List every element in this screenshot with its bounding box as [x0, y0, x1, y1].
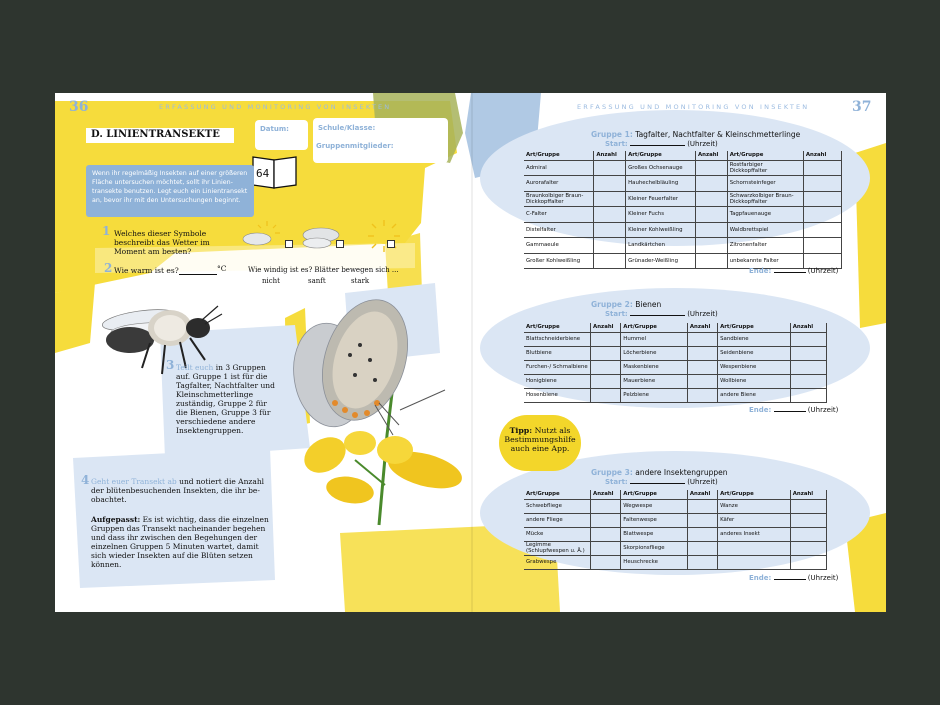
group-3-ende[interactable] [749, 574, 838, 582]
count-cell[interactable] [687, 513, 717, 527]
count-cell[interactable] [594, 191, 626, 207]
count-cell[interactable] [790, 332, 826, 346]
group-3-name: Gruppe 3: [591, 468, 633, 477]
species-name-cell: Blutbiene [524, 346, 591, 360]
species-name-cell: Grünader-Weißling [626, 253, 696, 269]
table-row [524, 555, 827, 569]
count-cell[interactable] [803, 238, 841, 254]
table-row [524, 541, 827, 555]
table-row [524, 374, 827, 388]
gruppen-label: Gruppenmitglieder: [316, 142, 394, 150]
count-cell[interactable] [591, 499, 621, 513]
column-header-art: Art/Gruppe [621, 490, 688, 499]
table-row [524, 346, 827, 360]
species-name-cell: Pelzbiene [621, 388, 688, 402]
column-header-anzahl: Anzahl [687, 490, 717, 499]
species-name-cell: Honigbiene [524, 374, 591, 388]
column-header-anzahl: Anzahl [790, 323, 826, 332]
species-name-cell: Furchen-/ Schmalbiene [524, 360, 591, 374]
count-cell[interactable] [790, 346, 826, 360]
count-cell[interactable] [591, 332, 621, 346]
question-4-number: 4 [81, 473, 90, 487]
species-name-cell: Braunkolbiger Braun-Dickkopffalter [524, 191, 594, 207]
book-page-ref: 64 [256, 167, 270, 180]
species-name-cell: Hauhechelbläuling [626, 176, 696, 192]
species-name-cell: unbekannte Falter [727, 253, 803, 269]
column-header-art: Art/Gruppe [718, 490, 791, 499]
group-3-start-unit: (Uhrzeit) [687, 478, 718, 486]
sun-icon [367, 219, 401, 253]
datum-label: Datum: [260, 125, 289, 133]
count-cell[interactable] [591, 555, 621, 569]
table-row [524, 513, 827, 527]
page-number-right: 37 [852, 99, 872, 115]
species-name-cell: Mauerbiene [621, 374, 688, 388]
count-cell[interactable] [687, 541, 717, 555]
group-1-name: Gruppe 1: [591, 130, 633, 139]
count-cell[interactable] [695, 238, 727, 254]
species-name-cell: Zitronenfalter [727, 238, 803, 254]
count-cell[interactable] [687, 499, 717, 513]
group-3-start[interactable] [605, 478, 718, 486]
weather-check-2[interactable] [336, 240, 344, 248]
group-3-desc: andere Insektengruppen [632, 468, 728, 477]
species-name-cell: Großer Kohlweißling [524, 253, 594, 269]
book-spread [55, 93, 886, 612]
species-name-cell: Schwebfliege [524, 499, 591, 513]
count-cell[interactable] [695, 191, 727, 207]
species-name-cell [718, 541, 791, 555]
question-3-body: in 3 Gruppen auf. Gruppe 1 ist für die Tagfalter, Nachtfalter und Kleinschmetterlinge zuständig, Gruppe 2 für die Bienen, Gruppe 3 für verschiedene andere Insektengruppen. [176, 363, 275, 435]
count-cell[interactable] [591, 374, 621, 388]
wind-option-sanft[interactable]: sanft [308, 277, 326, 285]
column-header-art: Art/Gruppe [718, 323, 791, 332]
table-header-row [524, 323, 827, 332]
group-1-table [524, 151, 842, 269]
species-name-cell: Kleiner Feuerfalter [626, 191, 696, 207]
group-3-ende-label: Ende: [749, 574, 772, 582]
column-header-anzahl: Anzahl [591, 323, 621, 332]
count-cell[interactable] [687, 332, 717, 346]
count-cell[interactable] [695, 222, 727, 238]
count-cell[interactable] [594, 238, 626, 254]
species-name-cell: anderes Insekt [718, 527, 791, 541]
wind-option-stark[interactable]: stark [351, 277, 370, 285]
group-2-title [591, 300, 661, 309]
count-cell[interactable] [790, 541, 826, 555]
count-cell[interactable] [803, 160, 841, 176]
species-name-cell: Rostfarbiger Dickkopffalter [727, 160, 803, 176]
wind-option-nicht[interactable]: nicht [262, 277, 280, 285]
species-name-cell: Wegwespe [621, 499, 688, 513]
column-header-art: Art/Gruppe [727, 151, 803, 160]
count-cell[interactable] [591, 360, 621, 374]
species-name-cell: Großes Ochsenauge [626, 160, 696, 176]
group-3-start-label: Start: [605, 478, 628, 486]
question-3-text [176, 363, 276, 435]
species-name-cell: andere Biene [718, 388, 791, 402]
column-header-anzahl: Anzahl [594, 151, 626, 160]
aufgepasst-label: Aufgepasst: [91, 515, 141, 524]
count-cell[interactable] [790, 360, 826, 374]
count-cell[interactable] [591, 513, 621, 527]
count-cell[interactable] [687, 527, 717, 541]
species-name-cell: Kleiner Kohlweißling [626, 222, 696, 238]
table-row [524, 388, 827, 402]
temperature-unit: °C [217, 264, 227, 273]
count-cell[interactable] [695, 253, 727, 269]
group-2-name: Gruppe 2: [591, 300, 633, 309]
species-name-cell: Admiral [524, 160, 594, 176]
table-row [524, 499, 827, 513]
count-cell[interactable] [687, 388, 717, 402]
group-2-ende[interactable] [749, 406, 838, 414]
species-name-cell: Legimme (Schlupfwespen u. Ä.) [524, 541, 591, 555]
count-cell[interactable] [591, 388, 621, 402]
table-row [524, 360, 827, 374]
tipp-bubble [499, 415, 581, 471]
count-cell[interactable] [790, 527, 826, 541]
species-name-cell: Hummel [621, 332, 688, 346]
count-cell[interactable] [790, 374, 826, 388]
table-row [524, 160, 842, 176]
column-header-art: Art/Gruppe [524, 323, 591, 332]
count-cell[interactable] [803, 176, 841, 192]
column-header-anzahl: Anzahl [591, 490, 621, 499]
question-1-text: Welches dieser Symbole beschreibt das Wetter im Moment am besten? [114, 229, 210, 256]
question-1-number: 1 [102, 224, 111, 238]
wind-question: Wie windig ist es? Blätter bewegen sich ... [248, 266, 399, 274]
species-name-cell: Löcherbiene [621, 346, 688, 360]
group-2-start-unit: (Uhrzeit) [687, 310, 718, 318]
count-cell[interactable] [687, 346, 717, 360]
species-name-cell: Tagpfauenauge [727, 207, 803, 223]
species-name-cell: Landkärtchen [626, 238, 696, 254]
temperature-line[interactable] [179, 274, 217, 275]
species-name-cell: Maskenbiene [621, 360, 688, 374]
species-name-cell: Schwarzkolbiger Braun-Dickkopffalter [727, 191, 803, 207]
running-head-left: ERFASSUNG UND MONITORING VON INSEKTEN [159, 103, 392, 111]
question-3-number: 3 [166, 358, 175, 372]
species-name-cell: Wanze [718, 499, 791, 513]
table-row [524, 176, 842, 192]
intro-text: Wenn ihr regelmäßig Insekten auf einer größeren Fläche untersuchen möchtet, sollt ihr Linien-transekte benutzen. Legt euch ein Linientransekt an, bevor ihr mit den Untersuchungen beginnt. [86, 165, 254, 217]
count-cell[interactable] [695, 176, 727, 192]
species-name-cell: Gammaeule [524, 238, 594, 254]
schule-label: Schule/Klasse: [318, 124, 376, 132]
column-header-art: Art/Gruppe [524, 490, 591, 499]
column-header-anzahl: Anzahl [695, 151, 727, 160]
running-head-right: ERFASSUNG UND MONITORING VON INSEKTEN [577, 103, 810, 111]
weather-check-3[interactable] [387, 240, 395, 248]
sun-cloud-icon [240, 219, 284, 249]
schule-box[interactable] [313, 118, 448, 163]
group-2-ende-label: Ende: [749, 406, 772, 414]
species-name-cell: Blattschneiderbiene [524, 332, 591, 346]
group-1-start-label: Start: [605, 140, 628, 148]
weather-check-1[interactable] [285, 240, 293, 248]
count-cell[interactable] [594, 160, 626, 176]
count-cell[interactable] [594, 222, 626, 238]
species-name-cell: Kleiner Fuchs [626, 207, 696, 223]
species-name-cell: Heuschrecke [621, 555, 688, 569]
count-cell[interactable] [591, 527, 621, 541]
count-cell[interactable] [803, 222, 841, 238]
table-row [524, 238, 842, 254]
question-4-text [91, 477, 266, 504]
count-cell[interactable] [803, 191, 841, 207]
count-cell[interactable] [695, 207, 727, 223]
column-header-anzahl: Anzahl [790, 490, 826, 499]
species-name-cell: Mücke [524, 527, 591, 541]
species-name-cell: andere Fliege [524, 513, 591, 527]
count-cell[interactable] [687, 374, 717, 388]
column-header-anzahl: Anzahl [687, 323, 717, 332]
species-name-cell: Seidenbiene [718, 346, 791, 360]
group-1-ende-unit: (Uhrzeit) [807, 267, 839, 275]
datum-box[interactable] [255, 120, 308, 150]
group-1-start-unit: (Uhrzeit) [687, 140, 718, 148]
column-header-art: Art/Gruppe [524, 151, 594, 160]
count-cell[interactable] [594, 207, 626, 223]
species-name-cell [718, 555, 791, 569]
table-row [524, 527, 827, 541]
count-cell[interactable] [594, 176, 626, 192]
count-cell[interactable] [790, 388, 826, 402]
species-name-cell: Waldbrettspiel [727, 222, 803, 238]
count-cell[interactable] [687, 555, 717, 569]
group-2-start-label: Start: [605, 310, 628, 318]
count-cell[interactable] [695, 160, 727, 176]
species-name-cell: Wespenbiene [718, 360, 791, 374]
species-name-cell: Wollbiene [718, 374, 791, 388]
question-2-text: Wie warm ist es? [114, 266, 179, 275]
count-cell[interactable] [790, 555, 826, 569]
table-row [524, 222, 842, 238]
species-name-cell: Aurorafalter [524, 176, 594, 192]
species-name-cell: Blattwespe [621, 527, 688, 541]
count-cell[interactable] [790, 513, 826, 527]
question-3-highlight: Teilt euch [176, 363, 214, 372]
count-cell[interactable] [591, 541, 621, 555]
tipp-text: Nutzt als Bestimmungshilfe auch eine App. [504, 426, 576, 453]
species-name-cell: Skorpionsfliege [621, 541, 688, 555]
group-1-title [591, 130, 800, 139]
species-name-cell: Hosenbiene [524, 388, 591, 402]
column-header-art: Art/Gruppe [621, 323, 688, 332]
species-name-cell: Sandbiene [718, 332, 791, 346]
group-2-desc: Bienen [632, 300, 662, 309]
table-header-row [524, 151, 842, 160]
group-2-start[interactable] [605, 310, 718, 318]
question-4-body: und notiert die Anzahl der blütenbesuchenden Insekten, die ihr be-obachtet. [91, 477, 265, 504]
species-name-cell: Distelfalter [524, 222, 594, 238]
group-3-ende-unit: (Uhrzeit) [807, 574, 839, 582]
column-header-anzahl: Anzahl [803, 151, 841, 160]
aufgepasst-text [91, 515, 269, 569]
species-name-cell: Faltenwespe [621, 513, 688, 527]
table-row [524, 332, 827, 346]
species-name-cell: C-Falter [524, 207, 594, 223]
page-number-left: 36 [69, 99, 89, 115]
group-1-ende[interactable] [749, 267, 838, 275]
group-1-desc: Tagfalter, Nachtfalter & Kleinschmetterlinge [632, 130, 801, 139]
aufgepasst-body: Es ist wichtig, dass die einzelnen Gruppen das Transekt nacheinander begehen und dass ihr zwischen den Begehungen der einzelnen Gruppen 5 Minuten wartet, damit sich wieder Insekten auf die Blüten setzen können. [91, 515, 269, 569]
group-3-title [591, 468, 728, 477]
species-name-cell: Käfer [718, 513, 791, 527]
table-row [524, 191, 842, 207]
group-3-table [524, 490, 827, 570]
count-cell[interactable] [591, 346, 621, 360]
column-header-art: Art/Gruppe [626, 151, 696, 160]
count-cell[interactable] [790, 499, 826, 513]
table-row [524, 207, 842, 223]
section-title: D. LINIENTRANSEKTE [86, 128, 234, 143]
question-4-highlight: Geht euer Transekt ab [91, 477, 177, 486]
count-cell[interactable] [594, 253, 626, 269]
species-name-cell: Grabwespe [524, 555, 591, 569]
group-1-ende-label: Ende: [749, 267, 772, 275]
table-header-row [524, 490, 827, 499]
question-2-number: 2 [104, 261, 113, 275]
butterfly-flower-illustration [275, 285, 475, 535]
group-1-start[interactable] [605, 140, 718, 148]
count-cell[interactable] [687, 360, 717, 374]
group-2-ende-unit: (Uhrzeit) [807, 406, 839, 414]
species-name-cell: Schornsteinfeger [727, 176, 803, 192]
count-cell[interactable] [803, 207, 841, 223]
tipp-label: Tipp: [509, 426, 533, 435]
group-2-table [524, 323, 827, 403]
